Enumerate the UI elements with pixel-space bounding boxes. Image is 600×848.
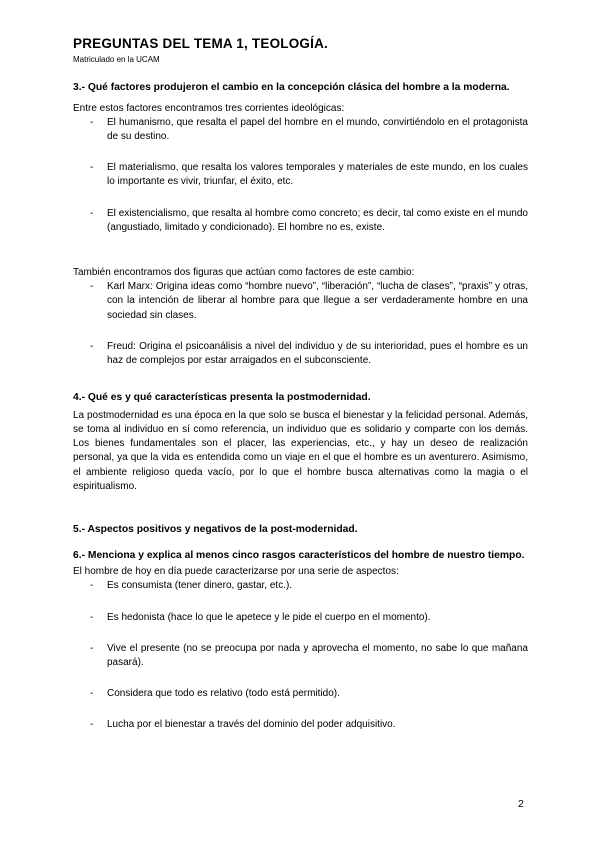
list-item: [73, 161, 528, 189]
list-item: [73, 718, 528, 732]
dash-bullet: -: [90, 207, 94, 219]
question-3-heading: 3.- Qué factores produjeron el cambio en la concepción clásica del hombre a la moderna.: [73, 82, 510, 93]
dash-bullet: -: [90, 611, 94, 623]
question-3-intro: Entre estos factores encontramos tres corrientes ideológicas:: [73, 102, 345, 114]
list-item-text: Vive el presente (no se preocupa por nada y aprovecha el momento, no sabe lo que mañana pasará).: [107, 642, 528, 669]
dash-bullet: -: [90, 580, 94, 592]
list-item: [73, 687, 528, 701]
question-6-list: [73, 579, 528, 732]
question-3-list: [73, 116, 528, 235]
page-subtitle: Matriculado en la UCAM: [73, 55, 160, 64]
list-item-text: Es consumista (tener dinero, gastar, etc.).: [107, 580, 293, 592]
dash-bullet: -: [90, 281, 94, 293]
document-page: [73, 36, 528, 733]
list-item: [73, 642, 528, 670]
dash-bullet: -: [90, 116, 94, 128]
list-item-text: El existencialismo, que resalta al hombre como concreto; es decir, tal como existe en el mundo (angustiado, limitado y condicionado). El hombre no es, existe.: [107, 207, 528, 233]
list-item: [73, 207, 528, 235]
question-4-body: La postmodernidad es una época en la que solo se busca el bienestar y la felicidad personal. Además, se toma al individuo en sí como referencia, un individuo que es solidario y comparte con los demás. Los bienes fundamentales son el placer, las experiencias, etc., y hay un deseo de realización personal, ya que la vida es entendida como un viaje en el que el hombre es un aventurero. Asimismo, el ambiente religioso queda vacío, por lo que el hombre busca alternativas como la magia o el espiritualismo.: [73, 409, 528, 492]
list-item: [73, 340, 528, 368]
list-item-text: Considera que todo es relativo (todo está permitido).: [107, 688, 340, 700]
page-title: PREGUNTAS DEL TEMA 1, TEOLOGÍA.: [73, 36, 328, 51]
dash-bullet: -: [90, 162, 94, 174]
question-4-heading: 4.- Qué es y qué características presenta la postmodernidad.: [73, 392, 371, 404]
list-item-text: Es hedonista (hace lo que le apetece y le pide el cuerpo en el momento).: [107, 611, 431, 623]
list-item: [73, 611, 528, 625]
page-number: 2: [518, 798, 524, 810]
dash-bullet: -: [90, 688, 94, 700]
list-item: [73, 116, 528, 144]
list-item-text: Karl Marx: Origina ideas como “hombre nuevo”, “liberación”, “lucha de clases”, “praxis” y otras, con la intención de liberar al hombre para que llegue a ser verdaderamente hombre en una sociedad sin clases.: [107, 281, 528, 321]
question-6-intro: El hombre de hoy en día puede caracterizarse por una serie de aspectos:: [73, 566, 399, 578]
dash-bullet: -: [90, 642, 94, 654]
dash-bullet: -: [90, 719, 94, 731]
question-5-heading: 5.- Aspectos positivos y negativos de la post-modernidad.: [73, 524, 358, 536]
list-item-text: El humanismo, que resalta el papel del hombre en el mundo, convirtiéndolo en el protagonista de su destino.: [107, 116, 528, 142]
question-3-intro-2: También encontramos dos figuras que actúan como factores de este cambio:: [73, 267, 415, 279]
list-item: [73, 579, 528, 593]
list-item-text: El materialismo, que resalta los valores temporales y materiales de este mundo, en los cuales lo importante es vivir, triunfar, el éxito, etc.: [107, 162, 528, 188]
question-3-list-2: [73, 280, 528, 368]
dash-bullet: -: [90, 340, 94, 352]
question-6-heading: 6.- Menciona y explica al menos cinco rasgos característicos del hombre de nuestro tiempo.: [73, 549, 525, 561]
list-item: [73, 280, 528, 323]
list-item-text: Lucha por el bienestar a través del dominio del poder adquisitivo.: [107, 719, 396, 731]
list-item-text: Freud: Origina el psicoanálisis a nivel del individuo y de su interioridad, pues el hombre es un haz de complejos por estar arraigados en el subconsciente.: [107, 340, 528, 367]
